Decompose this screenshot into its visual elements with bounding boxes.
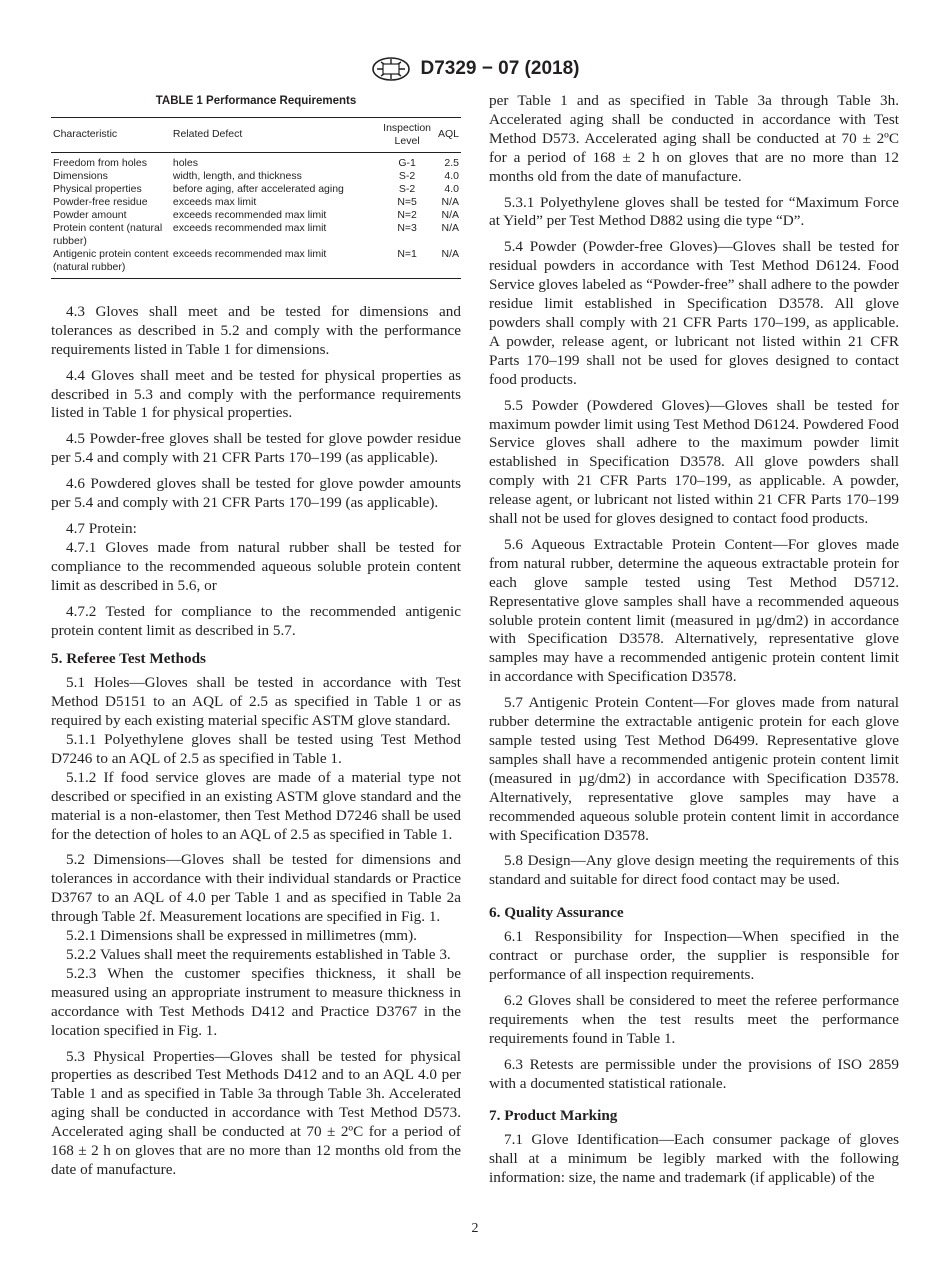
table-row [51, 170, 461, 183]
table-cell: N=1 [381, 248, 433, 279]
paragraph-5-3: 5.3 Physical Properties—Gloves shall be tested for physical properties as described Test Methods D412 and to an AQL 4.0 per Table 1 and as specified in Table 3a through Table 3h. Accelerated aging shall be conducted in accordance with Test Method D573. Accelerated aging shall be conducted at 70 ± 2ºC for a period of 168 ± 2 h on gloves that are no more than 12 months old from the date of manufacture. [51, 1047, 461, 1178]
paragraph-4-4: 4.4 Gloves shall meet and be tested for physical properties as described in 5.3 and comply with the performance requirements listed in Table 1 for physical properties. [51, 366, 461, 422]
col-header: Related Defect [171, 117, 381, 152]
table-cell: before aging, after accelerated aging [172, 182, 344, 195]
paragraph-5-2: 5.2 Dimensions—Gloves shall be tested for dimensions and tolerances in accordance with their individual standards or Practice D3767 to an AQL of 4.0 per Table 1 and as specified in Table 2a through Table 2f. Measurement locations are specified in Fig. 1. [51, 851, 461, 926]
section-heading-7: 7. Product Marking [489, 1107, 618, 1125]
section-heading-5: 5. Referee Test Methods [51, 650, 206, 668]
table-cell: Powder-free residue [53, 195, 148, 208]
paragraph-6-1: 6.1 Responsibility for Inspection—When specified in the contract or purchase order, the supplier is responsible for performance of all inspection requirements. [489, 928, 899, 983]
paragraph-5-5: 5.5 Powder (Powdered Gloves)—Gloves shall be tested for maximum powder limit using Test Method D6124. Powdered Food Service gloves shall adhere to the maximum powder limit established in Specification D3578. All glove powders shall comply with 21 CFR Parts 170–199, as applicable. A powder, release agent, or lubricant not listed within 21 CFR Parts 170–199 shall not be used for gloves designed to contact food products. [489, 396, 899, 528]
col-header: Characteristic [51, 117, 171, 152]
table-cell: N=3 [397, 221, 417, 234]
paragraph-4-7-2: 4.7.2 Tested for compliance to the recommended antigenic protein content limit as described in 5.7. [51, 602, 461, 639]
table-cell: 2.5 [444, 156, 459, 169]
table-cell: N/A [441, 208, 459, 221]
table-cell: N/A [433, 248, 461, 279]
table-cell: S-2 [398, 169, 416, 182]
table-cell: Protein content (natural rubber) [53, 221, 163, 247]
paragraph-5-1: 5.1 Holes—Gloves shall be tested in accordance with Test Method D5151 to an AQL of 2.5 as specified in Table 1 or as required by each existing material specific ASTM glove standard. [51, 674, 461, 730]
paragraph-5-1-2: 5.1.2 If food service gloves are made of a material type not described or specified in an existing ASTM glove standard and the material is a non-elastomer, then Test Method D7246 shall be used for the detection of holes to an AQL of 2.5 as specified in Table 1. [51, 768, 461, 843]
col-header: Inspection Level [381, 117, 433, 152]
paragraph-5-7: 5.7 Antigenic Protein Content—For gloves made from natural rubber determine the extractable antigenic protein for each glove sample tested using Test Method D6499. Representative glove samples shall have a recommended antigenic protein content limit (measured in µg/dm2) in accordance with Specification D3578. Alternatively, representative glove samples may have a recommended aqueous soluble protein content limit in accordance with Specification D3578. [489, 694, 899, 844]
paragraph-4-5: 4.5 Powder-free gloves shall be tested for glove powder residue per 5.4 and comply with 21 CFR Parts 170–199 (as applicable). [51, 430, 461, 467]
table-row [51, 248, 461, 279]
table-cell: exceeds recommended max limit [172, 208, 327, 221]
table-cell: exceeds recommended max limit [171, 248, 381, 279]
document-designation: D7329 − 07 (2018) [420, 58, 580, 79]
paragraph-5-4: 5.4 Powder (Powder-free Gloves)—Gloves shall be tested for residual powders in accordance with Test Method D6124. Food Service gloves labeled as “Powder-free” shall adhere to the powder residue limit established in Specification D3578. All glove powders shall comply with 21 CFR Parts 170–199, as applicable. A powder, release agent, or lubricant not listed within 21 CFR Parts 170–199 shall not be used for gloves designed to contact food products. [489, 238, 899, 388]
paragraph-5-2-1: 5.2.1 Dimensions shall be expressed in millimetres (mm). [66, 927, 417, 945]
paragraph-7-1: 7.1 Glove Identification—Each consumer package of gloves shall at a minimum be legibly marked with the following information: size, the name and trademark (if applicable) of the [489, 1131, 899, 1187]
table-cell: Dimensions [53, 169, 108, 182]
paragraph-4-3: 4.3 Gloves shall meet and be tested for dimensions and tolerances as described in 5.2 and comply with the performance requirements listed in Table 1 for dimensions. [51, 302, 461, 358]
table-cell: Freedom from holes [53, 156, 147, 169]
right-column [489, 92, 899, 1188]
paragraph-5-6: 5.6 Aqueous Extractable Protein Content—For gloves made from natural rubber, determine the aqueous extractable protein for each glove sample tested using Test Method D5712. Representative glove samples shall have a recommended aqueous soluble protein content limit (measured in µg/dm2) in accordance with Specification D3578. Alternatively, representative glove samples may have a recommended antigenic protein content limit in accordance with Specification D3578. [489, 535, 899, 686]
paragraph-5-8: 5.8 Design—Any glove design meeting the requirements of this standard and suitable for direct food contact may be used. [489, 852, 899, 889]
paragraph-5-2-2: 5.2.2 Values shall meet the requirements established in Table 3. [66, 946, 451, 963]
table-cell: N=2 [397, 208, 417, 221]
table-header-row [51, 117, 461, 152]
astm-logo-icon [371, 56, 411, 82]
page-header [0, 56, 950, 82]
table-cell: S-2 [398, 182, 416, 195]
col-header: AQL [433, 117, 461, 152]
paragraph-5-1-1: 5.1.1 Polyethylene gloves shall be tested using Test Method D7246 to an AQL of 2.5 as specified in Table 1. [51, 731, 461, 767]
table-row [51, 152, 461, 170]
paragraph-6-2: 6.2 Gloves shall be considered to meet the referee performance requirements when the test results meet the performance requirements found in Table 1. [489, 991, 899, 1047]
table-cell: exceeds max limit [172, 195, 257, 208]
table-cell: holes [172, 156, 198, 169]
paragraph-6-3: 6.3 Retests are permissible under the provisions of ISO 2859 with a documented statistical rationale. [489, 1055, 899, 1092]
paragraph-4-7: 4.7 Protein: [66, 519, 137, 537]
paragraph-4-6: 4.6 Powdered gloves shall be tested for glove powder amounts per 5.4 and comply with 21 CFR Parts 170–199 (as applicable). [51, 475, 461, 512]
table-row [51, 222, 461, 248]
paragraph-4-7-1: 4.7.1 Gloves made from natural rubber shall be tested for compliance to the recommended aqueous soluble protein content limit as described in 5.6, or [51, 538, 461, 594]
paragraph-5-2-3: 5.2.3 When the customer specifies thickness, it shall be measured using an appropriate instrument to measure thickness in accordance with Test Methods D412 and Practice D3767 in the location specified in Fig. 1. [51, 964, 461, 1039]
table-cell: exceeds recommended max limit [172, 221, 327, 234]
table-cell: N/A [441, 195, 459, 208]
table-cell: Antigenic protein content (natural rubber) [51, 248, 171, 279]
page-number: 2 [471, 1221, 479, 1236]
table-row [51, 209, 461, 222]
table-cell: 4.0 [444, 169, 459, 182]
table-cell: G-1 [398, 156, 416, 169]
table-cell: width, length, and thickness [172, 169, 302, 182]
table-cell: Powder amount [53, 208, 127, 221]
performance-table [51, 117, 461, 279]
table-cell: Physical properties [53, 182, 142, 195]
table-cell: N=5 [397, 195, 417, 208]
left-column [51, 92, 461, 1178]
table-row [51, 196, 461, 209]
table-cell: 4.0 [444, 182, 459, 195]
table-row [51, 183, 461, 196]
paragraph-5-3-1: 5.3.1 Polyethylene gloves shall be tested for “Maximum Force at Yield” per Test Method D882 using die type “D”. [489, 193, 899, 230]
table-caption: TABLE 1 Performance Requirements [155, 95, 357, 107]
section-heading-6: 6. Quality Assurance [489, 904, 624, 922]
paragraph-5-3-continued: per Table 1 and as specified in Table 3a through Table 3h. Accelerated aging shall be conducted in accordance with Test Method D573. Accelerated aging shall be conducted at 70 ± 2ºC for a period of 168 ± 2 h on gloves that are no more than 12 months old from the date of manufacture. [489, 92, 899, 185]
table-cell: N/A [441, 221, 459, 234]
